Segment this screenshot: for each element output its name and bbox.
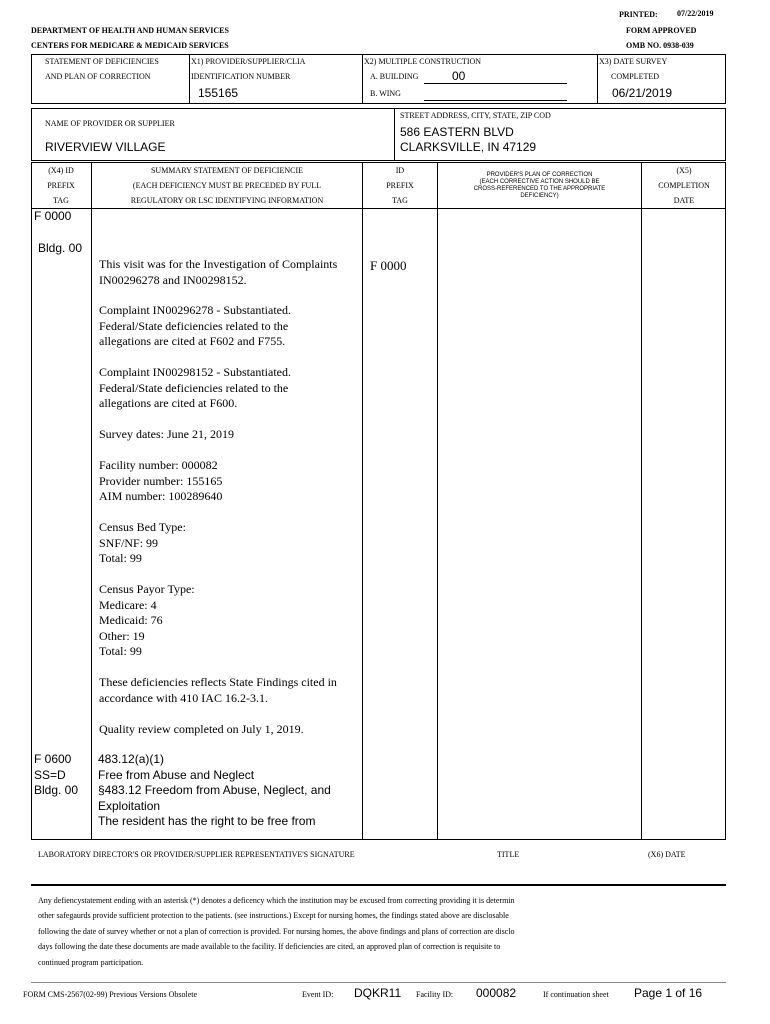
printed-date: 07/22/2019 — [677, 9, 714, 18]
printed-label: PRINTED: — [619, 10, 658, 19]
summary-header-3: REGULATORY OR LSC IDENTIFYING INFORMATION — [130, 196, 324, 205]
right-tag-f0000: F 0000 — [370, 258, 407, 273]
title-label: TITLE — [497, 850, 520, 859]
summary-header-1: SUMMARY STATEMENT OF DEFICIENCIE — [150, 166, 304, 175]
id-header-2: PREFIX — [386, 181, 414, 190]
facility-id-value: 000082 — [476, 986, 517, 1000]
para-visit: This visit was for the Investigation of Complaints IN00296278 and IN00298152. — [99, 257, 338, 287]
bldg-label: Bldg. 00 — [38, 241, 83, 255]
form-number: FORM CMS-2567(02-99) Previous Versions Obsolete — [23, 990, 198, 999]
x4-header-1: (X4) ID — [48, 166, 74, 175]
plan-header-1: PROVIDER'S PLAN OF CORRECTION — [486, 172, 593, 178]
provider-name-label: NAME OF PROVIDER OR SUPPLIER — [45, 119, 175, 128]
col-divider — [437, 162, 438, 840]
address-line2: CLARKSVILLE, IN 47129 — [400, 140, 537, 154]
x3-label-2: COMPLETED — [611, 72, 659, 81]
para-facility: Facility number: 000082 Provider number: 155165 AIM number: 100289640 — [99, 458, 223, 503]
x2-label: X2) MULTIPLE CONSTRUCTION — [364, 57, 482, 66]
divider — [189, 54, 190, 104]
survey-date-value: 06/21/2019 — [612, 86, 673, 100]
divider — [362, 54, 363, 104]
address-label: STREET ADDRESS, CITY, STATE, ZIP COD — [400, 111, 551, 120]
x5-header-3: DATE — [673, 196, 695, 205]
building-value: 00 — [452, 69, 466, 83]
signature-label: LABORATORY DIRECTOR'S OR PROVIDER/SUPPLIER REPRESENTATIVE'S SIGNATURE — [38, 850, 355, 859]
tag-f0000: F 0000 — [34, 209, 72, 223]
address-line1: 586 EASTERN BLVD — [400, 125, 514, 139]
plan-header-4: DEFICIENCY) — [520, 193, 559, 199]
x3-label-1: X3) DATE SURVEY — [599, 57, 668, 66]
x4-header-2: PREFIX — [47, 181, 75, 190]
summary-header-2: (EACH DEFICIENCY MUST BE PRECEDED BY FULL — [132, 181, 322, 190]
x1-label-2: IDENTIFICATION NUMBER — [191, 72, 291, 81]
para-complaint-1: Complaint IN00296278 - Substantiated. Federal/State deficiencies related to the allegations are cited at F602 and F755. — [99, 303, 291, 348]
notice-line-2: other safegaurds provide sufficient protection to the patients. (see instructions.) Except for nursing homes, the findings stated above are disclosable — [38, 911, 509, 920]
id-header-3: TAG — [392, 196, 408, 205]
event-id-value: DQKR11 — [354, 986, 402, 1000]
wing-underline — [424, 100, 567, 101]
dept-title: DEPARTMENT OF HEALTH AND HUMAN SERVICES — [31, 26, 229, 35]
statement-label-2: AND PLAN OF CORRECTION — [45, 72, 151, 81]
notice-line-3: following the date of survey whether or not a plan of correction is provided. For nursing homes, the above findings and plans of correction are disclo — [38, 927, 515, 936]
plan-header-2: (EACH CORRECTIVE ACTION SHOULD BE — [479, 179, 600, 185]
col-divider — [91, 162, 92, 840]
signature-rule — [31, 884, 726, 886]
notice-line-1: Any defiencystatement ending with an asterisk (*) denotes a deficency which the institution may be excused from correcting providing it is determin — [38, 896, 515, 905]
notice-line-5: continued program participation. — [38, 958, 144, 967]
notice-line-4: days following the date these documents are made available to the facility. If deficiencies are cited, an approved plan of correction is requisite to — [38, 942, 501, 951]
statement-label-1: STATEMENT OF DEFICIENCIES — [45, 57, 159, 66]
provider-id-value: 155165 — [198, 86, 239, 100]
x6-date-label: (X6) DATE — [648, 850, 686, 859]
col-divider — [641, 162, 642, 840]
plan-header-3: CROSS-REFERENCED TO THE APPROPRIATE — [473, 186, 606, 192]
facility-id-label: Facility ID: — [416, 990, 454, 999]
para-census-payor: Census Payor Type: Medicare: 4 Medicaid: 76 Other: 19 Total: 99 — [99, 582, 195, 658]
centers-title: CENTERS FOR MEDICARE & MEDICAID SERVICES — [31, 41, 229, 50]
tag-f0600: F 0600 SS=D Bldg. 00 — [34, 752, 79, 797]
x5-header-1: (X5) — [676, 166, 692, 175]
para-quality-review: Quality review completed on July 1, 2019. — [99, 722, 304, 736]
x1-label-1: X1) PROVIDER/SUPPLIER/CLIA — [191, 57, 306, 66]
provider-name-value: RIVERVIEW VILLAGE — [45, 140, 166, 154]
divider — [597, 54, 598, 104]
para-complaint-2: Complaint IN00298152 - Substantiated. Federal/State deficiencies related to the allegations are cited at F600. — [99, 365, 291, 410]
footer-rule — [31, 982, 726, 983]
header-divider — [31, 208, 726, 209]
continuation-label: If continuation sheet — [543, 990, 609, 999]
divider — [394, 108, 395, 161]
omb-number: OMB NO. 0938-039 — [626, 41, 694, 50]
x5-header-2: COMPLETION — [658, 181, 710, 190]
id-header-1: ID — [395, 166, 405, 175]
para-census-bed: Census Bed Type: SNF/NF: 99 Total: 99 — [99, 520, 186, 565]
building-underline — [424, 83, 567, 84]
x4-header-3: TAG — [53, 196, 69, 205]
wing-label: B. WING — [370, 89, 401, 98]
form-approved: FORM APPROVED — [626, 26, 697, 35]
event-id-label: Event ID: — [302, 990, 334, 999]
para-state-findings: These deficiencies reflects State Findings cited in accordance with 410 IAC 16.2-3.1. — [99, 675, 337, 705]
para-survey-dates: Survey dates: June 21, 2019 — [99, 427, 234, 441]
f0600-text: 483.12(a)(1) Free from Abuse and Neglect §483.12 Freedom from Abuse, Neglect, and Exploitation The resident has the right to be free from — [98, 752, 331, 828]
col-divider — [362, 162, 363, 840]
building-label: A. BUILDING — [370, 72, 419, 81]
page-number: Page 1 of 16 — [634, 986, 703, 1000]
